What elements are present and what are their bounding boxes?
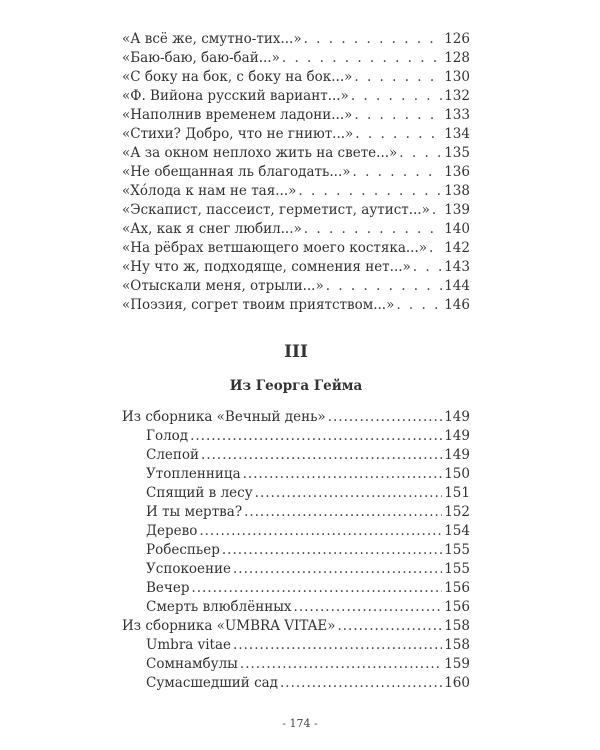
toc-entry-page: 132 (444, 88, 470, 104)
dot-leader (255, 484, 443, 503)
dot-leader (190, 427, 442, 446)
toc-entry-page: 136 (444, 164, 470, 180)
dot-leader (354, 68, 442, 87)
toc-entry (122, 239, 470, 258)
toc-entry (122, 579, 470, 598)
toc-entry-title: «Хóлода к нам не тая...» (122, 183, 297, 199)
toc-entry-title: Смерть влюблённых (146, 599, 292, 615)
toc-entry-title: «Ах, как я снег любил...» (122, 221, 302, 237)
toc-section-list (122, 408, 470, 693)
toc-entry (122, 258, 470, 277)
toc-entry-title: Успокоение (146, 561, 231, 577)
toc-entry-page: 151 (444, 485, 470, 501)
toc-entry-title: Дерево (146, 523, 198, 539)
toc-entry-title: «А за окном неплохо жить на свете...» (122, 145, 398, 161)
toc-entry (122, 125, 470, 144)
toc-entry (122, 87, 470, 106)
toc-entry-title: Вечер (146, 580, 190, 596)
dot-leader (280, 674, 442, 693)
toc-entry-page: 156 (444, 599, 470, 615)
toc-entry-title: «С боку на бок, с боку на бок...» (122, 69, 353, 85)
dot-leader (328, 408, 443, 427)
dot-leader (233, 636, 442, 655)
dot-leader (399, 144, 442, 163)
toc-entry-page: 128 (444, 50, 470, 66)
toc-entry-page: 140 (444, 221, 470, 237)
dot-leader (351, 87, 442, 106)
toc-entry (122, 201, 470, 220)
toc-entry (122, 106, 470, 125)
dot-leader (222, 541, 442, 560)
dot-leader (326, 277, 442, 296)
toc-entry-title: Робеспьер (146, 542, 220, 558)
toc-entry-title: «Эскапист, пассеист, герметист, аутист...» (122, 202, 430, 218)
toc-entry-title: «Ну что ж, подходяще, сомнения нет...» (122, 259, 411, 275)
dot-leader (337, 617, 442, 636)
section-numeral: III (284, 342, 308, 362)
dot-leader (413, 258, 442, 277)
toc-entry-title: Umbra vitae (146, 637, 232, 653)
dot-leader (354, 106, 442, 125)
dot-leader (244, 503, 442, 522)
toc-entry-title: «А всё же, смутно-тих...» (122, 31, 302, 47)
toc-entry (122, 560, 470, 579)
dot-leader (304, 220, 442, 239)
toc-entry-title: Утопленница (146, 466, 241, 482)
dot-leader (304, 30, 443, 49)
toc-entry-page: 159 (444, 656, 470, 672)
dot-leader (298, 182, 442, 201)
toc-entry (122, 408, 470, 427)
toc-entry-title: И ты мертва? (146, 504, 243, 520)
toc-entry-title: Спящий в лесу (146, 485, 253, 501)
toc-entry (122, 30, 470, 49)
toc-entry-page: 155 (444, 542, 470, 558)
toc-entry (122, 446, 470, 465)
toc-entry-page: 158 (444, 637, 470, 653)
toc-entry-page: 160 (444, 675, 470, 691)
toc-entry-page: 146 (444, 297, 470, 313)
toc-entry-title: Голод (146, 428, 189, 444)
dot-leader (191, 579, 442, 598)
toc-entry (122, 49, 470, 68)
toc-entry (122, 144, 470, 163)
toc-entry (122, 427, 470, 446)
toc-entry-page: 150 (444, 466, 470, 482)
dot-leader (353, 163, 443, 182)
dot-leader (240, 655, 442, 674)
toc-entry (122, 503, 470, 522)
toc-entry-title: «Ф. Вийона русский вариант...» (122, 88, 349, 104)
toc-entry (122, 617, 470, 636)
toc-entry (122, 163, 470, 182)
toc-entry-page: 133 (444, 107, 470, 123)
toc-entry (122, 182, 470, 201)
toc-entry-page: 138 (444, 183, 470, 199)
toc-entry (122, 655, 470, 674)
toc-entry (122, 598, 470, 617)
toc-entry (122, 465, 470, 484)
toc-entry-page: 144 (444, 278, 470, 294)
toc-entry (122, 68, 470, 87)
toc-entry-page: 149 (444, 409, 470, 425)
toc-entry (122, 296, 470, 315)
toc-entry-page: 155 (444, 561, 470, 577)
toc-entry (122, 277, 470, 296)
toc-entry-title: «Не обещанная ль благодать...» (122, 164, 351, 180)
toc-entry-page: 156 (444, 580, 470, 596)
toc-entry-title: Слепой (146, 447, 200, 463)
toc-entry-title: «Наполнив временем ладони...» (122, 107, 353, 123)
dot-leader (396, 296, 442, 315)
dot-leader (243, 465, 443, 484)
toc-entry-page: 149 (444, 428, 470, 444)
toc-entry-page: 139 (444, 202, 470, 218)
toc-entry-title: «Отыскали меня, отрыли...» (122, 278, 324, 294)
toc-entry (122, 220, 470, 239)
toc-entry-title: Из сборника «UMBRA VITAE» (122, 618, 336, 634)
section-subtitle: Из Георга Гейма (229, 378, 363, 394)
dot-leader (233, 560, 442, 579)
toc-entry-page: 158 (444, 618, 470, 634)
dot-leader (294, 598, 443, 617)
toc-entry-page: 143 (444, 259, 470, 275)
toc-entry (122, 674, 470, 693)
toc-entry (122, 484, 470, 503)
dot-leader (282, 49, 442, 68)
toc-entry (122, 541, 470, 560)
toc-entry-page: 149 (444, 447, 470, 463)
dot-leader (429, 239, 442, 258)
toc-entry-title: Сумасшедший сад (146, 675, 278, 691)
page-number: - 174 - (282, 717, 318, 730)
toc-entry-page: 142 (444, 240, 470, 256)
dot-leader (201, 446, 442, 465)
toc-entry-title: «Стихи? Добро, что не гниют...» (122, 126, 354, 142)
toc-entry-page: 126 (444, 31, 470, 47)
toc-entry-title: Сомнамбулы (146, 656, 238, 672)
toc-entry-title: «Поэзия, согрет твоим приятством...» (122, 297, 395, 313)
toc-entry (122, 636, 470, 655)
toc-entry (122, 522, 470, 541)
toc-entry-page: 134 (444, 126, 470, 142)
toc-entry-page: 135 (444, 145, 470, 161)
toc-section-list (122, 30, 470, 315)
toc-entry-title: «Баю-баю, баю-бай...» (122, 50, 280, 66)
toc-entry-page: 154 (444, 523, 470, 539)
dot-leader (355, 125, 442, 144)
toc-entry-page: 130 (444, 69, 470, 85)
dot-leader (432, 201, 442, 220)
toc-entry-title: Из сборника «Вечный день» (122, 409, 326, 425)
toc-entry-page: 152 (444, 504, 470, 520)
toc-entry-title: «На рёбрах ветшающего моего костяка...» (122, 240, 428, 256)
dot-leader (199, 522, 442, 541)
